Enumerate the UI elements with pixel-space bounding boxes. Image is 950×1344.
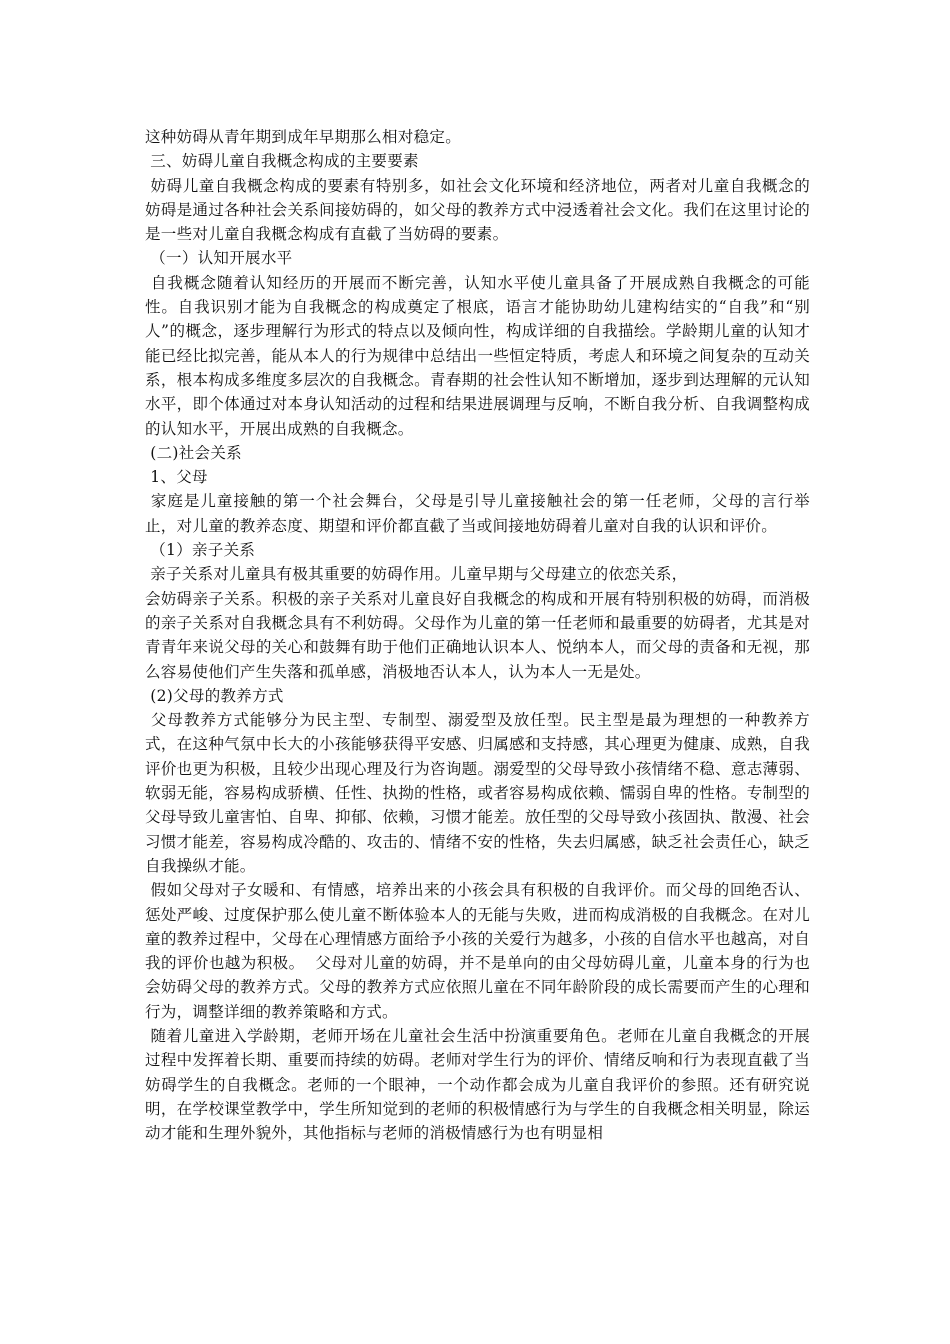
- paragraph: 亲子关系对儿童具有极其重要的妨碍作用。儿童早期与父母建立的依恋关系，: [145, 565, 688, 584]
- paragraph: 随着儿童进入学龄期，老师开场在儿童社会生活中扮演重要角色。老师在儿童自我概念的开展过程中发挥着长期、重要而持续的妨碍。老师对学生行为的评价、情绪反响和行为表现直截了当妨碍学生的自我概念。老师的一个眼神，一个动作都会成为儿童自我评价的参照。还有研究说明，在学校课堂教学中，学生所知觉到的老师的积极情感行为与学生的自我概念相关明显，除运动才能和生理外貌外，其他指标与老师的消极情感行为也有明显相: [145, 1026, 810, 1143]
- paragraph: 妨碍儿童自我概念构成的要素有特别多，如社会文化环境和经济地位，两者对儿童自我概念的妨碍是通过各种社会关系间接妨碍的，如父母的教养方式中浸透着社会文化。我们在这里讨论的是一些对儿童自我概念构成有直截了当妨碍的要素。: [145, 176, 810, 244]
- subsection-heading: (二)社会关系: [145, 443, 242, 462]
- paragraph: 会妨碍亲子关系。积极的亲子关系对儿童良好自我概念的构成和开展有特别积极的妨碍，而消极的亲子关系对自我概念具有不利妨碍。父母作为儿童的第一任老师和最重要的妨碍者，尤其是对青青年来说父母的关心和鼓舞有助于他们正确地认识本人、悦纳本人，而父母的责备和无视，那么容易使他们产生失落和孤单感，消极地否认本人，认为本人一无是处。: [145, 589, 810, 681]
- section-heading: 三、妨碍儿童自我概念构成的主要要素: [145, 152, 419, 171]
- subsection-heading: （1）亲子关系: [145, 541, 256, 560]
- paragraph: 自我概念随着认知经历的开展而不断完善，认知水平使儿童具备了开展成熟自我概念的可能性。自我识别才能为自我概念的构成奠定了根底，语言才能协助幼儿建构结实的“自我”和“别人”的概念，逐步理解行为形式的特点以及倾向性，构成详细的自我描绘。学龄期儿童的认知才能已经比拟完善，能从本人的行为规律中总结出一些恒定特质，考虑人和环境之间复杂的互动关系，根本构成多维度多层次的自我概念。青春期的社会性认知不断增加，逐步到达理解的元认知水平，即个体通过对本身认知活动的过程和结果进展调理与反响，不断自我分析、自我调整构成的认知水平，开展出成熟的自我概念。: [145, 273, 810, 438]
- subsection-heading: (2)父母的教养方式: [145, 686, 284, 705]
- paragraph: 父母教养方式能够分为民主型、专制型、溺爱型及放任型。民主型是最为理想的一种教养方式，在这种气氛中长大的小孩能够获得平安感、归属感和支持感，其心理更为健康、成熟，自我评价也更为积极，且较少出现心理及行为咨询题。溺爱型的父母导致小孩情绪不稳、意志薄弱、软弱无能，容易构成骄横、任性、执拗的性格，或者容易构成依赖、懦弱自卑的性格。专制型的父母导致儿童害怕、自卑、抑郁、依赖，习惯才能差。放任型的父母导致小孩固执、散漫、社会习惯才能差，容易构成冷酷的、攻击的、情绪不安的性格，失去归属感，缺乏社会责任心，缺乏自我操纵才能。: [145, 711, 810, 875]
- paragraph: 假如父母对子女暖和、有情感，培养出来的小孩会具有积极的自我评价。而父母的回绝否认、惩处严峻、过度保护那么使儿童不断体验本人的无能与失败，进而构成消极的自我概念。在对儿童的教养过程中，父母在心理情感方面给予小孩的关爱行为越多，小孩的自信水平也越高，对自我的评价也越为积极。 父母对儿童的妨碍，并不是单向的由父母妨碍儿童，儿童本身的行为也会妨碍父母的教养方式。父母的教养方式应依照儿童在不同年龄阶段的成长需要而产生的心理和行为，调整详细的教养策略和方式。: [145, 881, 810, 1021]
- document-body: [145, 125, 810, 1145]
- subsection-heading: 1、父母: [145, 468, 208, 487]
- paragraph: 这种妨碍从青年期到成年早期那么相对稳定。: [145, 128, 462, 146]
- subsection-heading: （一）认知开展水平: [145, 249, 293, 268]
- paragraph: 家庭是儿童接触的第一个社会舞台，父母是引导儿童接触社会的第一任老师，父母的言行举止，对儿童的教养态度、期望和评价都直截了当或间接地妨碍着儿童对自我的认识和评价。: [145, 492, 810, 535]
